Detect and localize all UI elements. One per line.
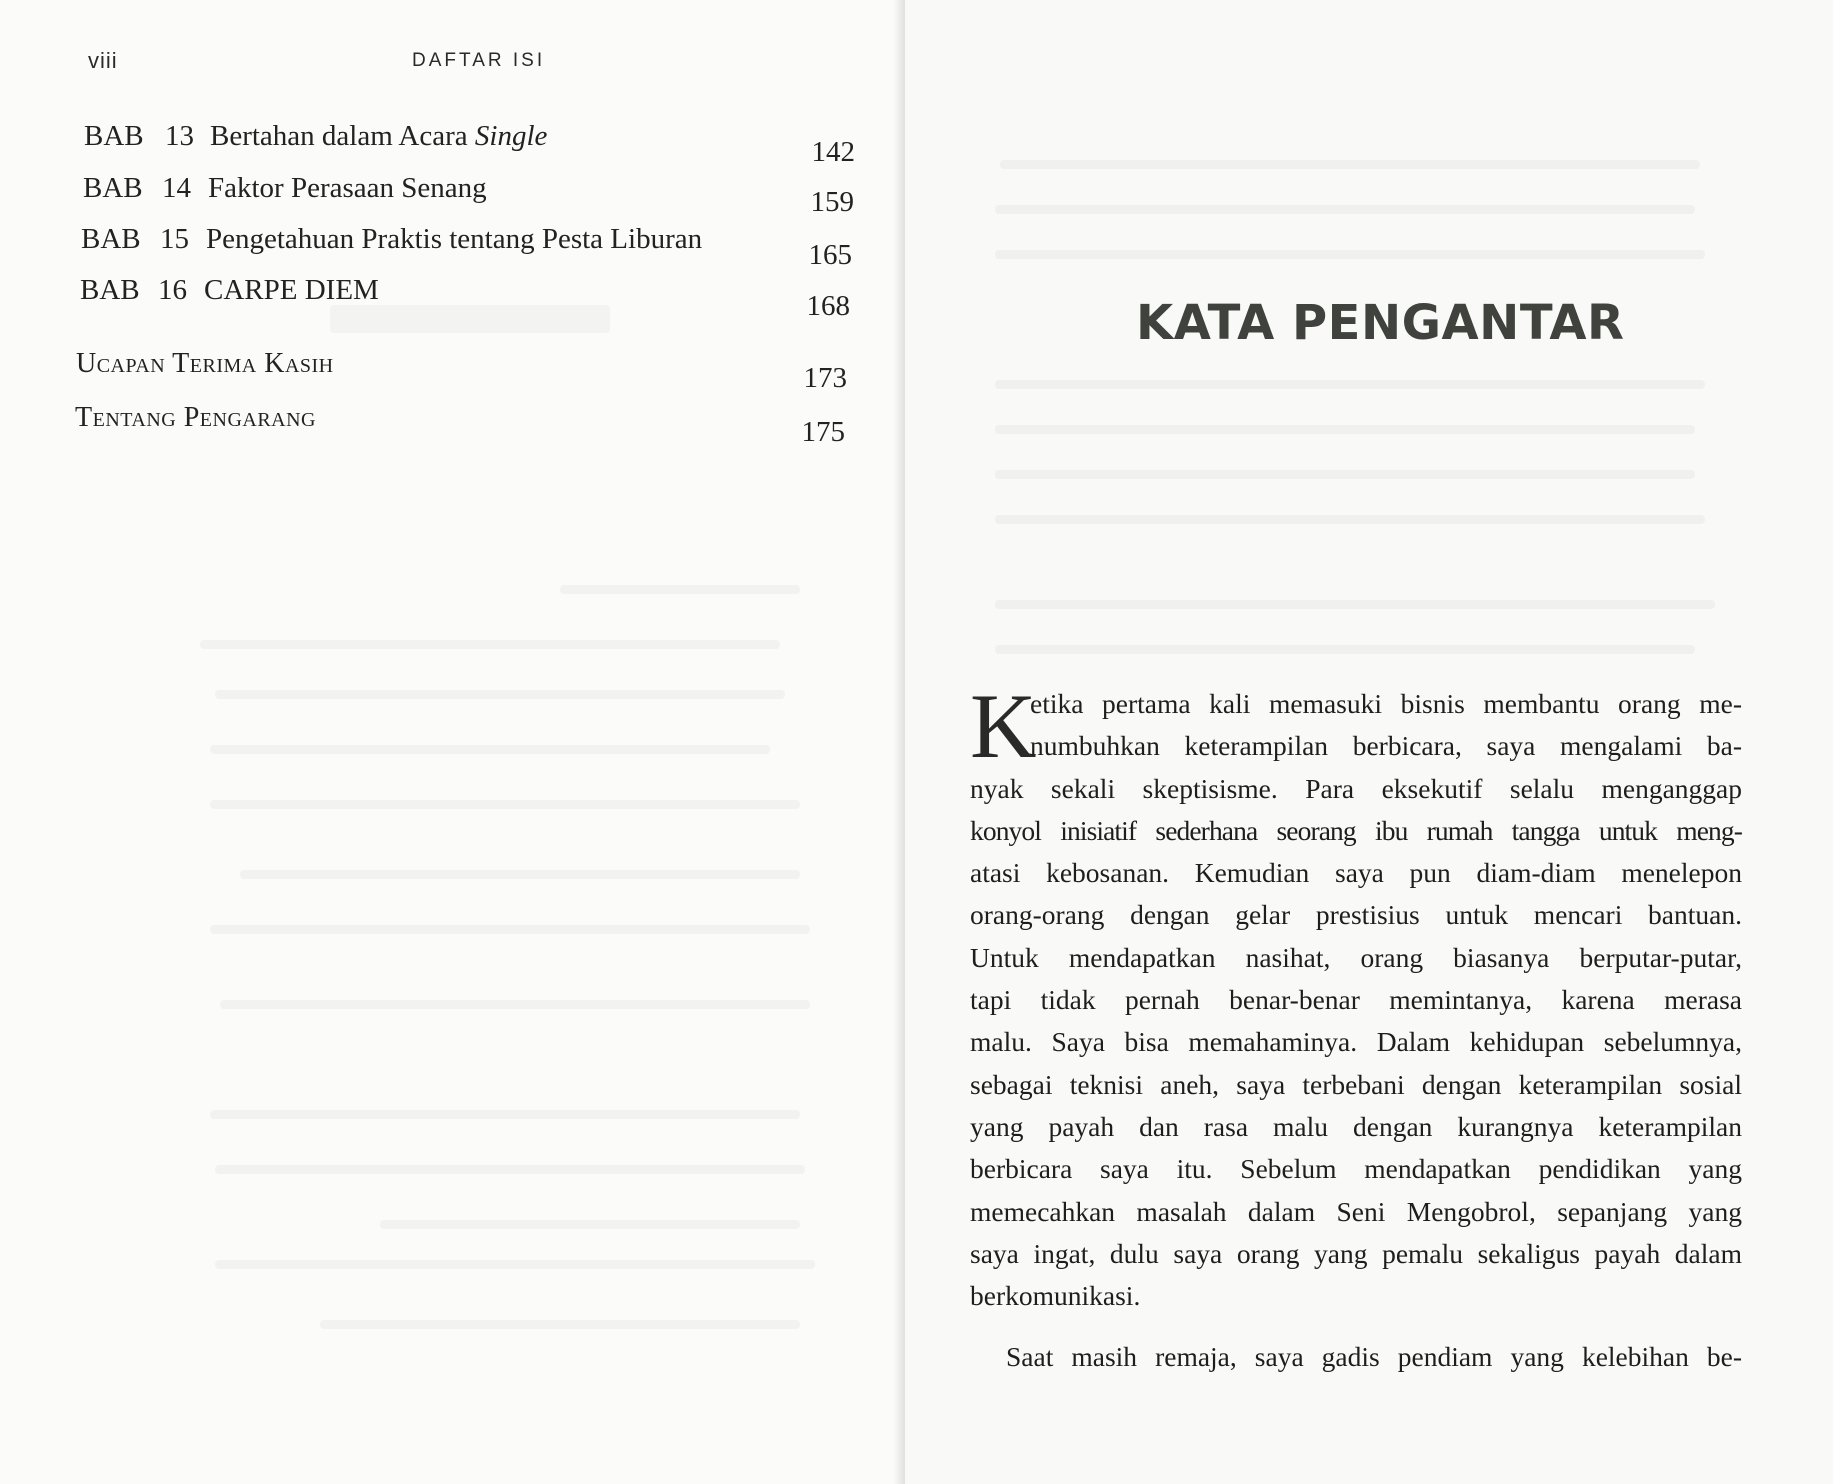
page-number: viii <box>88 48 118 73</box>
toc-entry <box>0 402 905 448</box>
running-head: DAFTAR ISI <box>412 50 546 71</box>
toc-title: Tentang Pengarang <box>75 402 316 433</box>
toc-label: BAB <box>84 120 144 152</box>
toc-title: Ucapan Terima Kasih <box>76 348 334 379</box>
toc-entry <box>0 223 905 271</box>
toc-entry <box>0 120 905 168</box>
toc-page: 159 <box>810 186 854 218</box>
toc-page: 175 <box>801 416 845 448</box>
toc-number: 14 <box>162 172 191 204</box>
text-line: sebagai teknisi aneh, saya terbebani dengan keterampilan sosial <box>970 1068 1742 1100</box>
text-line: tapi tidak pernah benar-benar memintanya, karena merasa <box>970 984 1742 1016</box>
toc-label: BAB <box>80 274 140 306</box>
text-line: berbicara saya itu. Sebelum mendapatkan pendidikan yang <box>970 1153 1742 1185</box>
toc-number: 13 <box>165 120 194 152</box>
toc-page: 168 <box>806 290 850 322</box>
toc-label: BAB <box>81 223 141 255</box>
toc-page: 173 <box>803 362 847 394</box>
toc-label: BAB <box>83 172 143 204</box>
text-line: Saat masih remaja, saya gadis pendiam yang kelebihan be- <box>1006 1341 1742 1372</box>
left-page <box>0 0 905 1484</box>
text-line: etika pertama kali memasuki bisnis membantu orang me- <box>1030 688 1742 719</box>
body-paragraph <box>970 683 1742 1317</box>
toc-title <box>210 120 547 153</box>
toc-page: 142 <box>811 136 855 168</box>
text-line: konyol inisiatif sederhana seorang ibu rumah tangga untuk meng- <box>970 814 1742 846</box>
toc-title: CARPE DIEM <box>204 274 379 306</box>
text-line: berkomunikasi. <box>970 1280 1141 1312</box>
table-of-contents <box>0 0 905 500</box>
toc-title-italic: Single <box>474 120 548 152</box>
body-paragraph <box>970 1336 1742 1378</box>
text-line: nyak sekali skeptisisme. Para eksekutif selalu menganggap <box>970 772 1742 804</box>
chapter-title: KATA PENGANTAR <box>1136 295 1625 351</box>
text-line: orang-orang dengan gelar prestisius untuk mencari bantuan. <box>970 899 1742 931</box>
toc-entry <box>0 348 905 394</box>
toc-entry <box>0 172 905 218</box>
text-line: malu. Saya bisa memahaminya. Dalam kehidupan sebelumnya, <box>970 1026 1742 1058</box>
drop-cap: K <box>970 675 1037 777</box>
text-line: numbuhkan keterampilan berbicara, saya mengalami ba- <box>1030 730 1742 762</box>
toc-number: 16 <box>158 274 187 306</box>
toc-title-text: Bertahan dalam Acara <box>210 120 468 152</box>
text-line: saya ingat, dulu saya orang yang pemalu sekaligus payah dalam <box>970 1237 1742 1269</box>
toc-number: 15 <box>160 223 189 255</box>
toc-title: Faktor Perasaan Senang <box>208 172 487 204</box>
text-line: memecahkan masalah dalam Seni Mengobrol, sepanjang yang <box>970 1195 1742 1227</box>
text-line: yang payah dan rasa malu dengan kurangnya keterampilan <box>970 1110 1742 1142</box>
toc-page: 165 <box>808 239 852 271</box>
text-line: Untuk mendapatkan nasihat, orang biasanya berputar-putar, <box>970 941 1742 973</box>
text-line: atasi kebosanan. Kemudian saya pun diam-diam menelepon <box>970 857 1742 889</box>
toc-title: Pengetahuan Praktis tentang Pesta Liburan <box>206 223 703 255</box>
